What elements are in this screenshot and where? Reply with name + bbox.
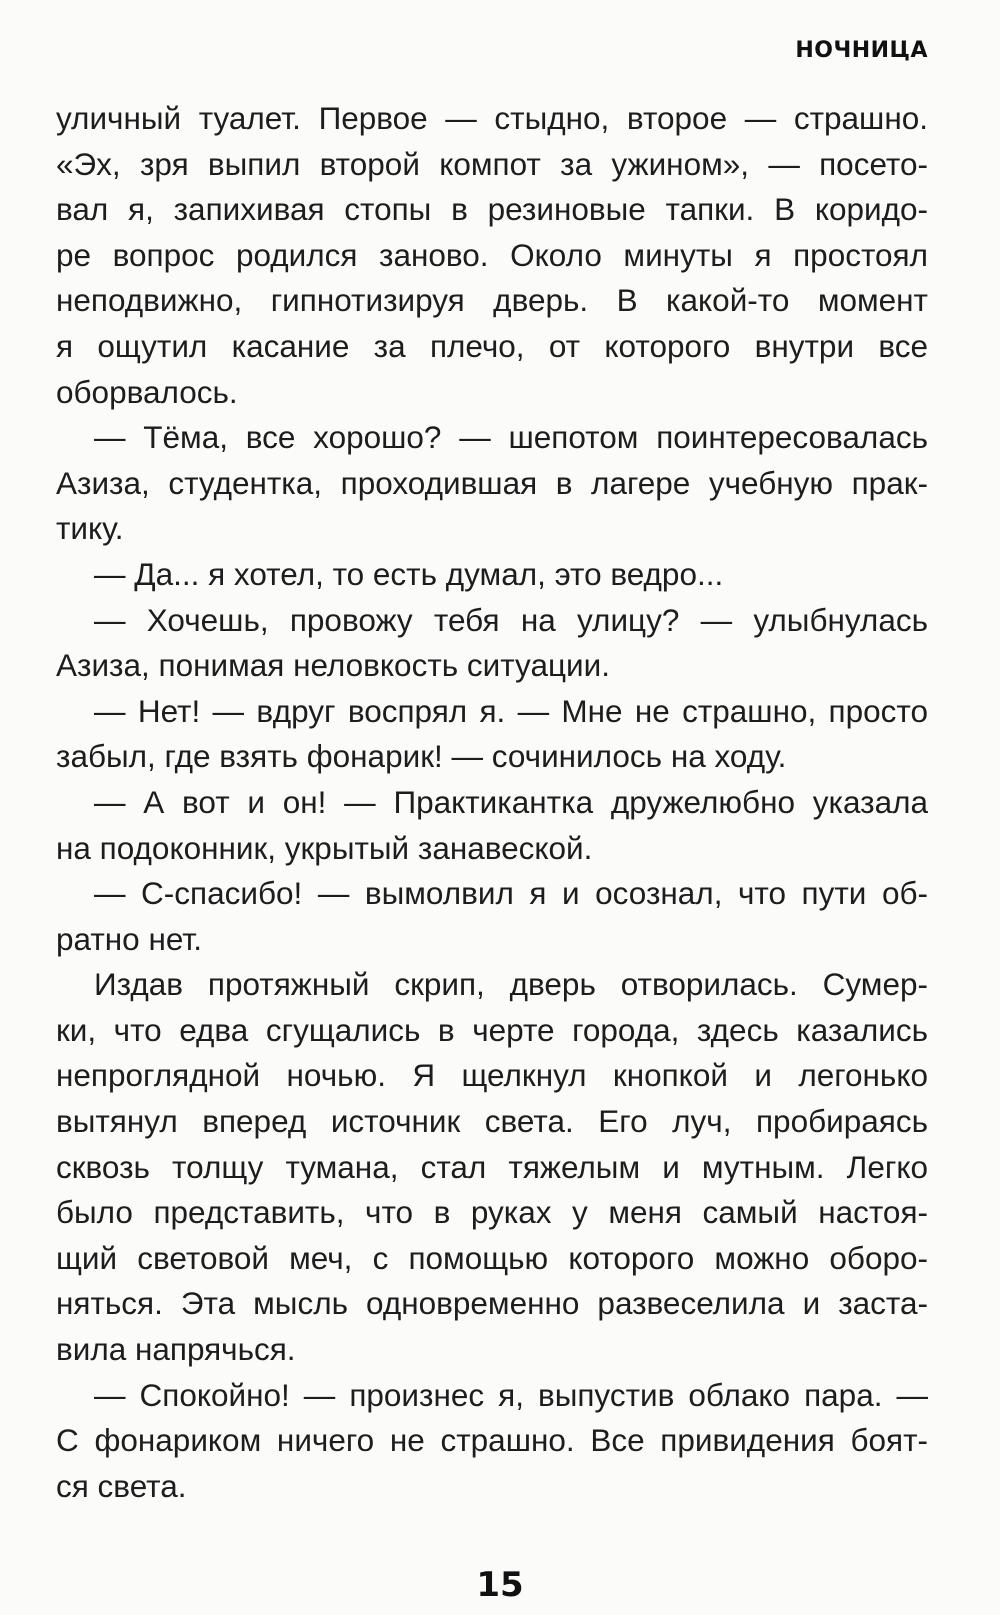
text-line: ратно нет. <box>56 920 202 957</box>
text-line: оборвалось. <box>56 373 238 410</box>
text-line: забыл, где взять фонарик! — сочинилось на ходу. <box>56 738 787 775</box>
text-line: неподвижно, гипнотизируя дверь. В какой-то момент <box>56 282 928 319</box>
text-line: Азиза, студентка, проходившая в лагере учебную прак- <box>56 464 928 501</box>
page-number: 15 <box>476 1565 524 1605</box>
text-line: щий световой меч, с помощью которого можно оборо- <box>56 1239 928 1276</box>
text-line: я ощутил касание за плечо, от которого внутри все <box>56 327 928 364</box>
text-line: уличный туалет. Первое — стыдно, второе — страшно. <box>56 100 928 136</box>
text-line: тику. <box>56 510 124 547</box>
text-line: — Тёма, все хорошо? — шепотом поинтересовалась <box>94 419 928 456</box>
text-line: — Нет! — вдруг воспрял я. — Мне не страшно, просто <box>94 692 928 729</box>
text-line: — Спокойно! — произнес я, выпустив облако пара. — <box>94 1376 928 1413</box>
text-line: «Эх, зря выпил второй компот за ужином», — посето- <box>56 145 928 182</box>
text-line: было представить, что в руках у меня самый настоя- <box>56 1194 928 1231</box>
text-line: — Хочешь, провожу тебя на улицу? — улыбнулась <box>94 601 928 638</box>
body-text <box>56 96 928 1509</box>
text-line: — С-спасибо! — вымолвил я и осознал, что пути об- <box>94 875 928 912</box>
text-line: вытянул вперед источник света. Его луч, пробираясь <box>56 1103 928 1140</box>
text-line: — Да... я хотел, то есть думал, это ведро... <box>94 555 724 592</box>
text-line: ре вопрос родился заново. Около минуты я простоял <box>56 236 928 273</box>
text-line: — А вот и он! — Практикантка дружелюбно указала <box>94 783 928 820</box>
text-line: няться. Эта мысль одновременно развеселила и заста- <box>56 1285 928 1322</box>
text-line: непроглядной ночью. Я щелкнул кнопкой и легонько <box>56 1057 928 1094</box>
text-line: ся света. <box>56 1467 187 1504</box>
running-header: НОЧНИЦА <box>795 38 928 63</box>
text-line: Издав протяжный скрип, дверь отворилась. Сумер- <box>94 966 928 1003</box>
text-line: вила напрячься. <box>56 1331 296 1368</box>
text-line: Азиза, понимая неловкость ситуации. <box>56 647 610 684</box>
text-line: вал я, запихивая стопы в резиновые тапки. В коридо- <box>56 191 928 228</box>
text-line: на подоконник, укрытый занавеской. <box>56 829 593 866</box>
text-line: сквозь толщу тумана, стал тяжелым и мутным. Легко <box>56 1148 928 1185</box>
text-line: ки, что едва сгущались в черте города, здесь казались <box>56 1011 928 1048</box>
text-line: С фонариком ничего не страшно. Все привидения боят- <box>56 1422 928 1459</box>
